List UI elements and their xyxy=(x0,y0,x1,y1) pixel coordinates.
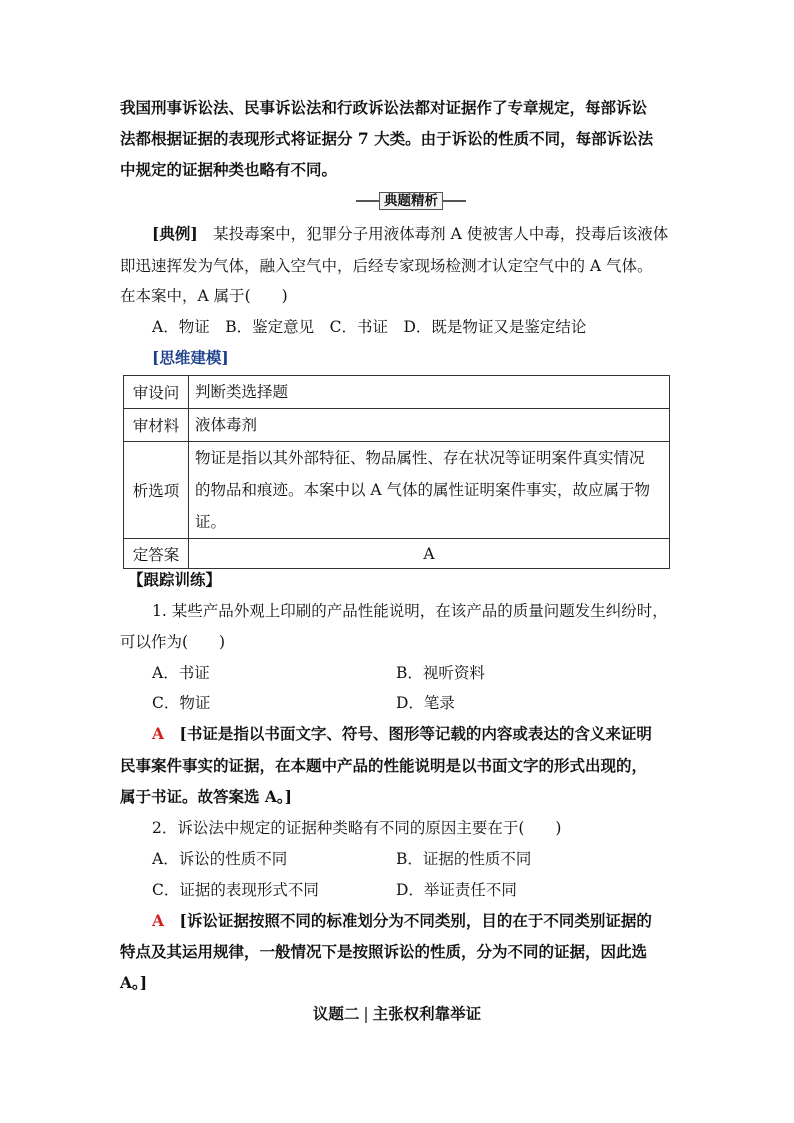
q1-explain-text: [书证是指以书面文字、符号、图形等记载的内容或表达的含义来证明 xyxy=(179,724,652,743)
table-value-line: 的物品和痕迹。本案中以 A 气体的属性证明案件事实，故应属于物 xyxy=(195,481,651,499)
table-value-line: 物证是指以其外部特征、物品属性、存在状况等证明案件真实情况 xyxy=(195,449,645,467)
q1-option-a: A．书证 xyxy=(152,664,210,682)
example-line-1 xyxy=(152,224,668,244)
example-text-1: 某投毒案中，犯罪分子用液体毒剂 A 使被害人中毒，投毒后该液体 xyxy=(197,225,669,243)
topic-separator: | xyxy=(363,1005,369,1023)
q2-explain-line-1 xyxy=(152,911,652,931)
table-value: 液体毒剂 xyxy=(189,409,670,442)
table-value: A xyxy=(189,539,670,569)
example-tag: [典例] xyxy=(152,224,198,243)
q1-option-b: B．视听资料 xyxy=(396,664,485,682)
q2-answer: A xyxy=(152,911,165,930)
q2-line-1: 2．诉讼法中规定的证据种类略有不同的原因主要在于( ) xyxy=(152,819,562,837)
q1-line-2: 可以作为( ) xyxy=(120,633,226,651)
table-value: 判断类选择题 xyxy=(189,376,670,409)
table-value xyxy=(189,442,670,539)
section-banner xyxy=(356,192,466,210)
table-key: 定答案 xyxy=(124,539,189,569)
topic-heading xyxy=(0,1002,794,1024)
topic-number: 议题二 xyxy=(312,1004,360,1023)
q2-explain-text: [诉讼证据按照不同的标准划分为不同类别，目的在于不同类别证据的 xyxy=(179,911,652,930)
table-key: 审材料 xyxy=(124,409,189,442)
banner-rule-left xyxy=(356,200,379,202)
q1-line-1: 1. 某些产品外观上印刷的产品性能说明，在该产品的质量问题发生纠纷时， xyxy=(152,602,668,620)
q2-explain-line-2: 特点及其运用规律，一般情况下是按照诉讼的性质，分为不同的证据，因此选 xyxy=(120,942,648,961)
banner-label: 典题精析 xyxy=(379,192,443,210)
table-row xyxy=(124,409,670,442)
intro-line-3: 中规定的证据种类也略有不同。 xyxy=(120,160,338,179)
intro-line-1: 我国刑事诉讼法、民事诉讼法和行政诉讼法都对证据作了专章规定，每部诉讼 xyxy=(120,98,648,117)
q1-option-c: C．物证 xyxy=(152,694,211,712)
modeling-title: [思维建模] xyxy=(152,348,229,367)
q2-option-b: B．证据的性质不同 xyxy=(396,850,532,868)
intro-line-2: 法都根据证据的表现形式将证据分 7 大类。由于诉讼的性质不同，每部诉讼法 xyxy=(120,129,654,148)
table-value-line: 证。 xyxy=(195,513,227,531)
example-line-3: 在本案中，A 属于( ) xyxy=(120,287,288,305)
banner-rule-right xyxy=(443,200,466,202)
topic-title: 主张权利靠举证 xyxy=(372,1004,482,1023)
table-row xyxy=(124,442,670,539)
q2-option-d: D．举证责任不同 xyxy=(396,881,517,899)
q2-option-c: C．证据的表现形式不同 xyxy=(152,881,319,899)
q1-explain-line-3: 属于书证。故答案选 A。] xyxy=(120,787,293,806)
q2-option-a: A．诉讼的性质不同 xyxy=(152,850,288,868)
q1-answer: A xyxy=(152,724,165,743)
q1-option-d: D．笔录 xyxy=(396,694,455,712)
q1-explain-line-2: 民事案件事实的证据，在本题中产品的性能说明是以书面文字的形式出现的， xyxy=(120,756,648,775)
modeling-table xyxy=(123,375,670,569)
table-row xyxy=(124,376,670,409)
example-line-2: 即迅速挥发为气体，融入空气中，后经专家现场检测才认定空气中的 A 气体。 xyxy=(120,257,653,275)
example-options: A．物证 B．鉴定意见 C．书证 D．既是物证又是鉴定结论 xyxy=(152,318,587,336)
q2-explain-line-3: A。] xyxy=(120,973,148,992)
training-title: 【跟踪训练】 xyxy=(128,570,222,589)
table-key: 析选项 xyxy=(124,442,189,539)
q1-explain-line-1 xyxy=(152,724,652,744)
table-row xyxy=(124,539,670,569)
table-key: 审设问 xyxy=(124,376,189,409)
